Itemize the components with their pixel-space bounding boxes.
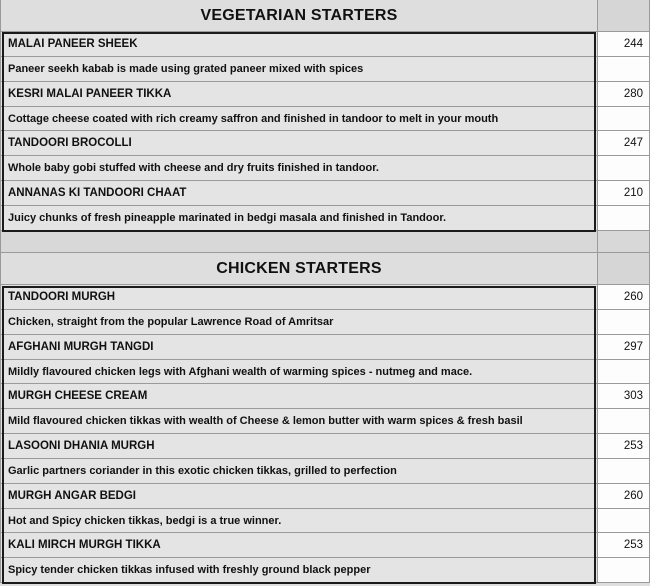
item-description: Juicy chunks of fresh pineapple marinated in bedgi masala and finished in Tandoor. <box>0 206 597 231</box>
empty-price-cell <box>597 459 650 484</box>
menu-item-row <box>0 335 650 360</box>
item-price: 297 <box>597 335 650 360</box>
item-description: Paneer seekh kabab is made using grated paneer mixed with spices <box>0 57 597 82</box>
menu-item-row <box>0 484 650 509</box>
item-price: 280 <box>597 82 650 107</box>
item-description: Spicy tender chicken tikkas infused with freshly ground black pepper <box>0 558 597 583</box>
price-header-cell <box>597 0 650 32</box>
menu-item-row <box>0 285 650 310</box>
section-title: CHICKEN STARTERS <box>0 253 597 285</box>
item-price: 260 <box>597 484 650 509</box>
item-price: 210 <box>597 181 650 206</box>
item-price: 247 <box>597 131 650 156</box>
menu-item-description-row <box>0 107 650 131</box>
menu-item-description-row <box>0 459 650 484</box>
item-price: 260 <box>597 285 650 310</box>
price-header-cell <box>597 253 650 285</box>
menu-item-description-row <box>0 558 650 583</box>
empty-cell <box>0 231 597 253</box>
item-description: Whole baby gobi stuffed with cheese and dry fruits finished in tandoor. <box>0 156 597 181</box>
menu-item-row <box>0 434 650 459</box>
menu-item-row <box>0 131 650 156</box>
section-title: VEGETARIAN STARTERS <box>0 0 597 32</box>
empty-price-cell <box>597 360 650 384</box>
menu-item-description-row <box>0 509 650 533</box>
menu-item-description-row <box>0 360 650 384</box>
spacer-row <box>0 231 650 253</box>
menu-item-row <box>0 181 650 206</box>
menu-item-row <box>0 384 650 409</box>
item-name: MURGH CHEESE CREAM <box>0 384 597 409</box>
empty-price-cell <box>597 156 650 181</box>
item-name: AFGHANI MURGH TANGDI <box>0 335 597 360</box>
section-header-chicken <box>0 253 650 285</box>
menu-item-row <box>0 32 650 57</box>
empty-price-cell <box>597 206 650 231</box>
empty-price-cell <box>597 409 650 434</box>
item-name: ANNANAS KI TANDOORI CHAAT <box>0 181 597 206</box>
menu-item-description-row <box>0 310 650 335</box>
empty-price-cell <box>597 107 650 131</box>
item-name: MURGH ANGAR BEDGI <box>0 484 597 509</box>
empty-price-cell <box>597 310 650 335</box>
item-price: 303 <box>597 384 650 409</box>
menu-item-row <box>0 82 650 107</box>
item-name: KESRI MALAI PANEER TIKKA <box>0 82 597 107</box>
item-price: 244 <box>597 32 650 57</box>
menu-item-description-row <box>0 409 650 434</box>
menu-item-description-row <box>0 156 650 181</box>
empty-price-cell <box>597 509 650 533</box>
item-name: KALI MIRCH MURGH TIKKA <box>0 533 597 558</box>
empty-price-cell <box>597 231 650 253</box>
item-description: Cottage cheese coated with rich creamy saffron and finished in tandoor to melt in your mouth <box>0 107 597 131</box>
item-name: TANDOORI MURGH <box>0 285 597 310</box>
menu-item-description-row <box>0 206 650 231</box>
item-description: Mild flavoured chicken tikkas with wealth of Cheese & lemon butter with warm spices & fresh basil <box>0 409 597 434</box>
item-description: Chicken, straight from the popular Lawrence Road of Amritsar <box>0 310 597 335</box>
item-description: Garlic partners coriander in this exotic chicken tikkas, grilled to perfection <box>0 459 597 484</box>
section-header-vegetarian <box>0 0 650 32</box>
item-name: LASOONI DHANIA MURGH <box>0 434 597 459</box>
item-description: Hot and Spicy chicken tikkas, bedgi is a true winner. <box>0 509 597 533</box>
item-name: TANDOORI BROCOLLI <box>0 131 597 156</box>
item-price: 253 <box>597 533 650 558</box>
empty-price-cell <box>597 57 650 82</box>
item-name: MALAI PANEER SHEEK <box>0 32 597 57</box>
menu-item-row <box>0 533 650 558</box>
menu-item-description-row <box>0 57 650 82</box>
item-description: Mildly flavoured chicken legs with Afghani wealth of warming spices - nutmeg and mace. <box>0 360 597 384</box>
empty-price-cell <box>597 558 650 583</box>
item-price: 253 <box>597 434 650 459</box>
